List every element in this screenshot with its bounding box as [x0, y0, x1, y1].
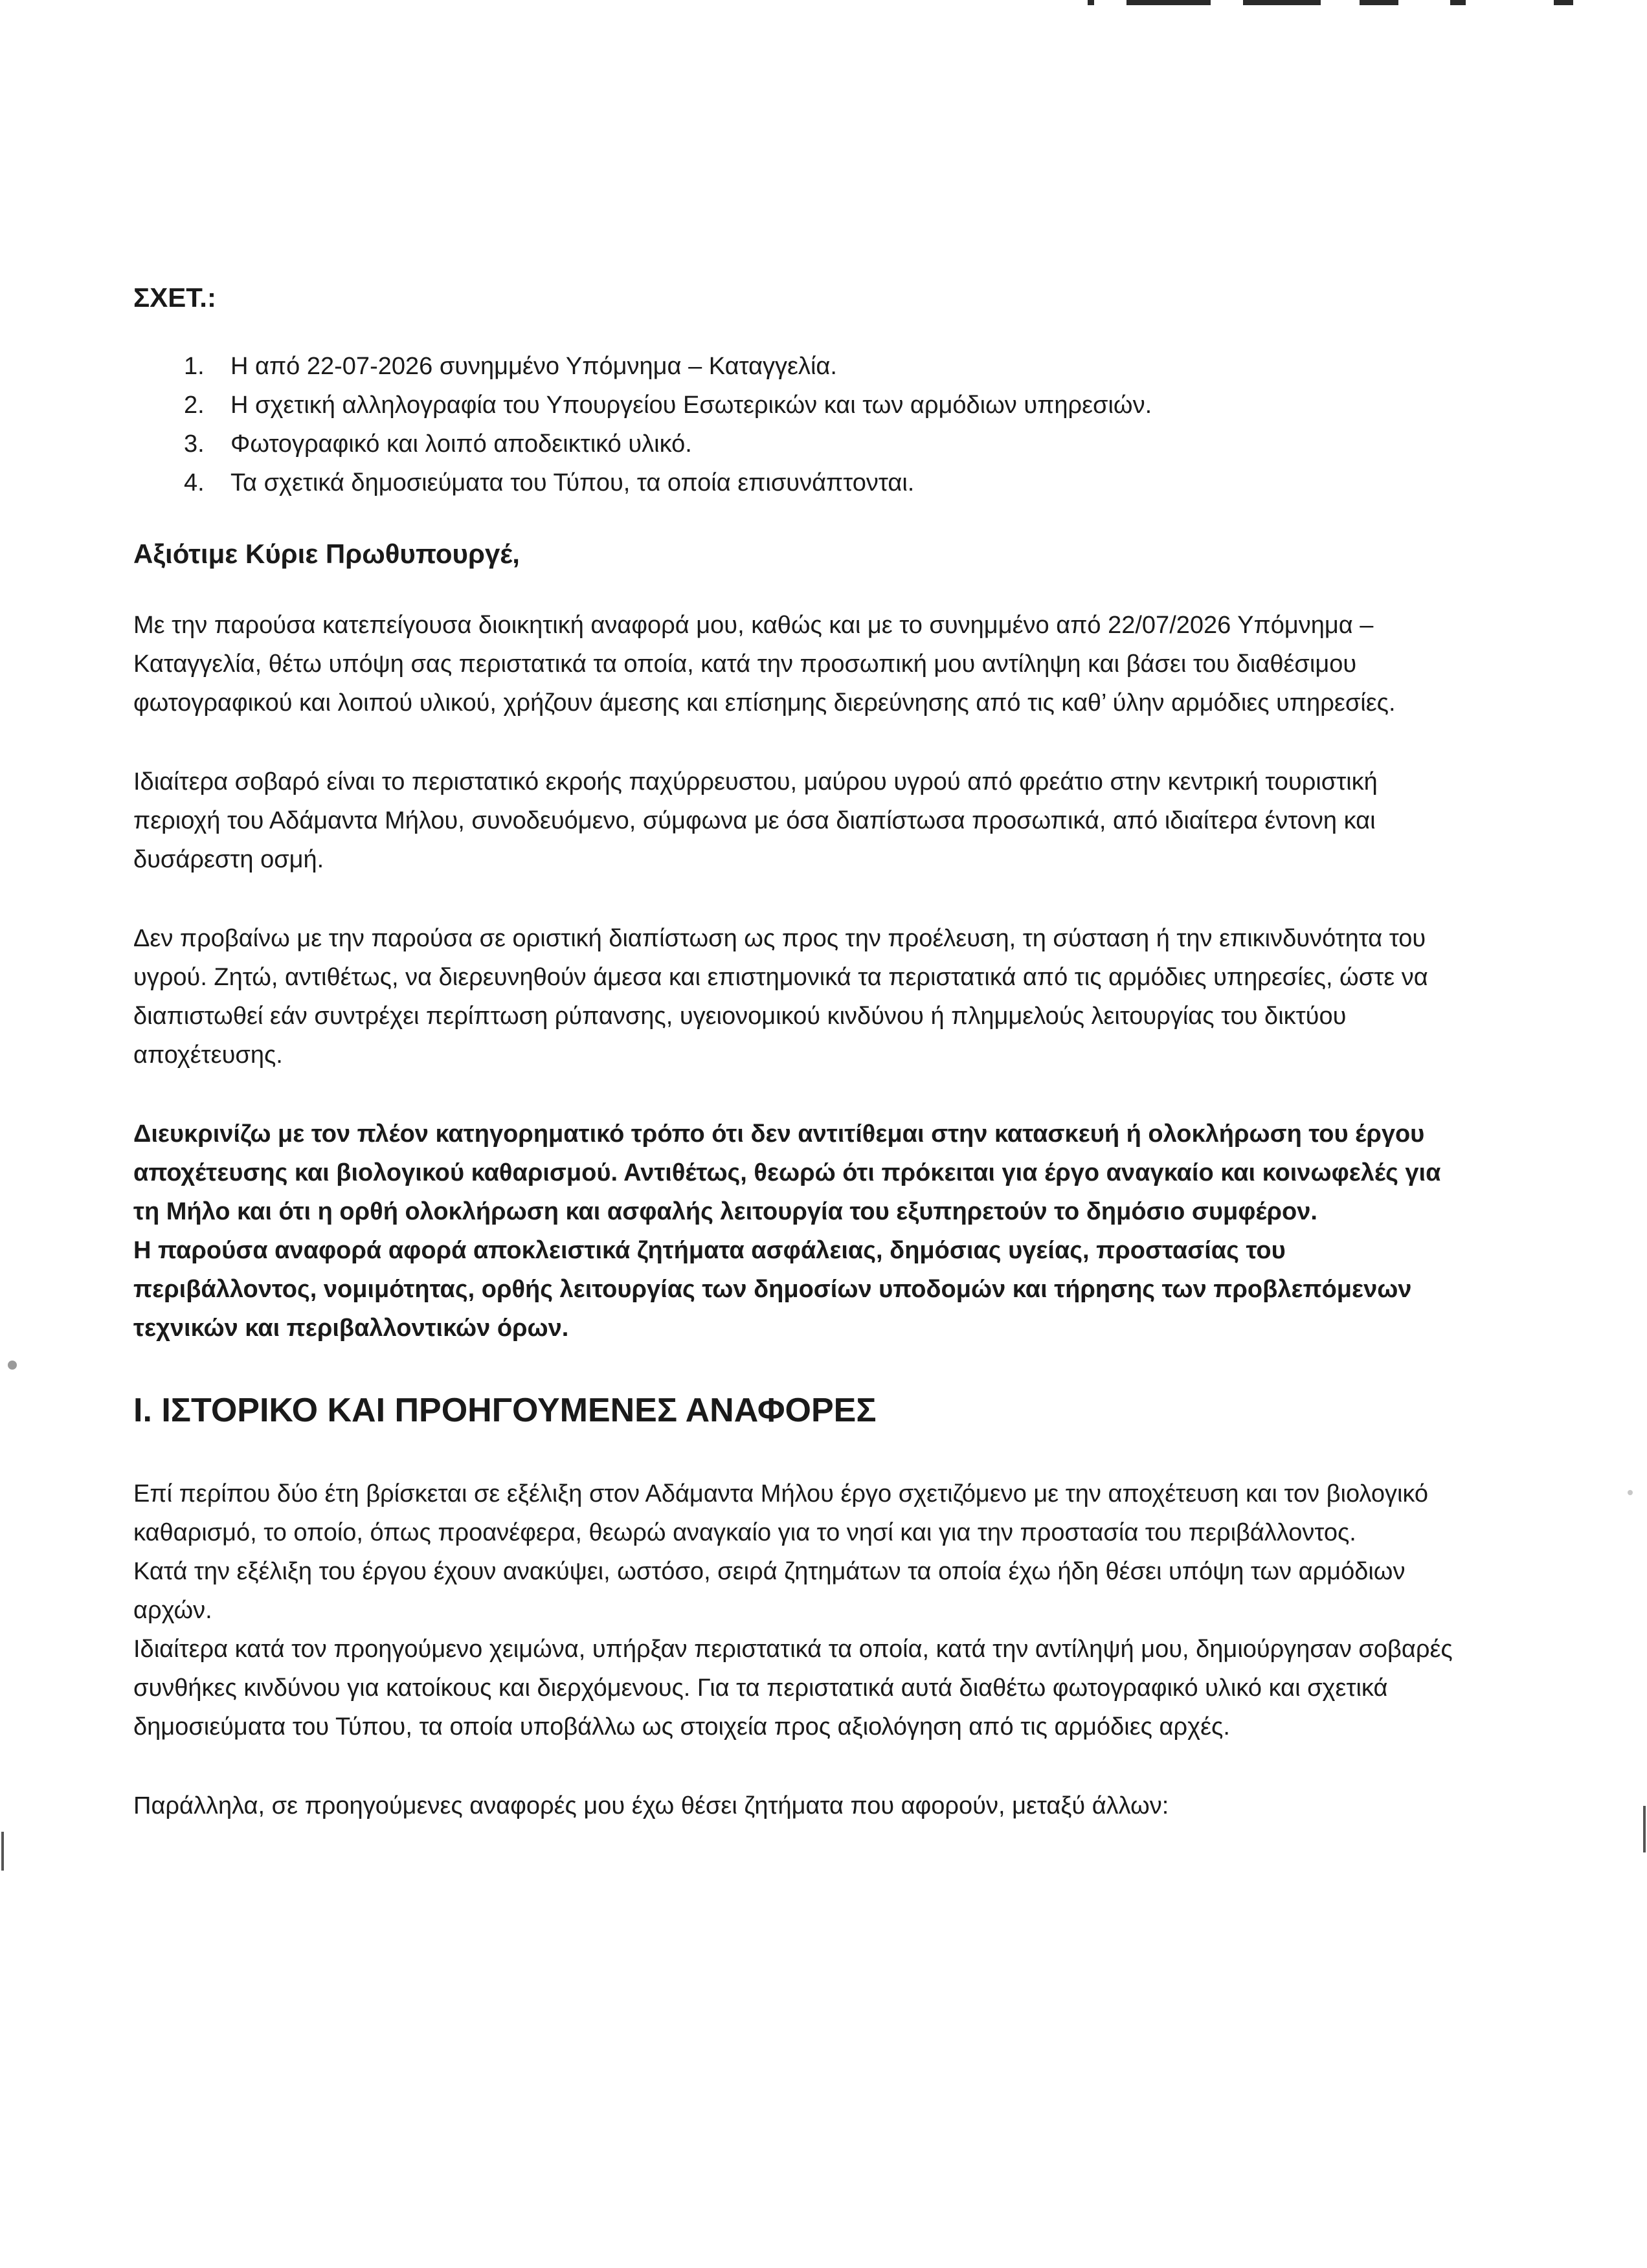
reference-item	[133, 425, 1467, 463]
scan-artifact-dot-right	[1628, 1490, 1633, 1495]
reference-number: 1.	[184, 353, 205, 380]
bold-paragraph: Η παρούσα αναφορά αφορά αποκλειστικά ζητήματα ασφάλειας, δημόσιας υγείας, προστασίας του περιβάλλοντος, νομιμότητας, ορθής λειτουργίας των δημοσίων υποδομών και τήρησης των προβλεπόμενων τεχνικών και περιβαλλοντικών όρων.	[133, 1237, 1412, 1342]
reference-number: 2.	[184, 392, 205, 419]
body-paragraph: Ιδιαίτερα σοβαρό είναι το περιστατικό εκροής παχύρρευστου, μαύρου υγρού από φρεάτιο στην κεντρική τουριστική περιοχή του Αδάμαντα Μήλου, συνοδευόμενο, σύμφωνα με όσα διαπίστωσα προσωπικά, από ιδιαίτερα έντονη και δυσάρεστη οσμή.	[133, 768, 1378, 873]
reference-text: Η σχετική αλληλογραφία του Υπουργείου Εσωτερικών και των αρμόδιων υπηρεσιών.	[230, 392, 1152, 419]
body-paragraph: Δεν προβαίνω με την παρούσα σε οριστική διαπίστωση ως προς την προέλευση, τη σύσταση ή την επικινδυνότητα του υγρού. Ζητώ, αντιθέτως, να διερευνηθούν άμεσα και επιστημονικά τα περιστατικά από τις αρμόδιες υπηρεσίες, ώστε να διαπιστωθεί εάν συντρέχει περίπτωση ρύπανσης, υγειονομικού κινδύνου ή πλημμελούς λειτουργίας του δικτύου αποχέτευσης.	[133, 925, 1428, 1069]
reference-number: 3.	[184, 430, 205, 458]
reference-number: 4.	[184, 469, 205, 496]
scan-artifact-line-right	[1643, 1806, 1646, 1852]
scan-artifact-top	[1088, 0, 1580, 5]
section-paragraph: Ιδιαίτερα κατά τον προηγούμενο χειμώνα, υπήρξαν περιστατικά τα οποία, κατά την αντίληψή μου, δημιούργησαν σοβαρές συνθήκες κινδύνου για κατοίκους και διερχόμενους. Για τα περιστατικά αυτά διαθέτω φωτογραφικό υλικό και σχετικά δημοσιεύματα του Τύπου, τα οποία υποβάλλω ως στοιχεία προς αξιολόγηση από τις αρμόδιες αρχές.	[133, 1636, 1453, 1740]
references-heading: ΣΧΕΤ.:	[133, 282, 216, 313]
reference-text: Η από 22-07-2026 συνημμένο Υπόμνημα – Καταγγελία.	[230, 353, 837, 380]
section-heading: Ι. ΙΣΤΟΡΙΚΟ ΚΑΙ ΠΡΟΗΓΟΥΜΕΝΕΣ ΑΝΑΦΟΡΕΣ	[133, 1392, 877, 1429]
salutation: Αξιότιμε Κύριε Πρωθυπουργέ,	[133, 539, 520, 569]
reference-item	[133, 463, 1467, 502]
letter-body	[133, 278, 1467, 1865]
references-list	[133, 347, 1467, 502]
reference-text: Τα σχετικά δημοσιεύματα του Τύπου, τα οποία επισυνάπτονται.	[230, 469, 915, 496]
section-paragraph: Επί περίπου δύο έτη βρίσκεται σε εξέλιξη στον Αδάμαντα Μήλου έργο σχετιζόμενο με την αποχέτευση και τον βιολογικό καθαρισμό, το οποίο, όπως προανέφερα, θεωρώ αναγκαίο για το νησί και για την προστασία του περιβάλλοντος.	[133, 1480, 1429, 1546]
reference-item	[133, 347, 1467, 386]
section-paragraph: Παράλληλα, σε προηγούμενες αναφορές μου έχω θέσει ζητήματα που αφορούν, μεταξύ άλλων:	[133, 1792, 1169, 1819]
scan-artifact-dot	[8, 1361, 17, 1370]
reference-text: Φωτογραφικό και λοιπό αποδεικτικό υλικό.	[230, 430, 692, 458]
reference-item	[133, 386, 1467, 425]
body-paragraph: Με την παρούσα κατεπείγουσα διοικητική αναφορά μου, καθώς και με το συνημμένο από 22/07/2026 Υπόμνημα – Καταγγελία, θέτω υπόψη σας περιστατικά τα οποία, κατά την προσωπική μου αντίληψη και βάσει του διαθέσιμου φωτογραφικού και λοιπού υλικού, χρήζουν άμεσης και επίσημης διερεύνησης από τις καθ’ ύλην αρμόδιες υπηρεσίες.	[133, 612, 1396, 717]
bold-paragraph: Διευκρινίζω με τον πλέον κατηγορηματικό τρόπο ότι δεν αντιτίθεμαι στην κατασκευή ή ολοκλήρωση του έργου αποχέτευσης και βιολογικού καθαρισμού. Αντιθέτως, θεωρώ ότι πρόκειται για έργο αναγκαίο και κοινωφελές για τη Μήλο και ότι η ορθή ολοκλήρωση και ασφαλής λειτουργία του εξυπηρετούν το δημόσιο συμφέρον.	[133, 1120, 1441, 1225]
section-paragraph: Κατά την εξέλιξη του έργου έχουν ανακύψει, ωστόσο, σειρά ζητημάτων τα οποία έχω ήδη θέσει υπόψη των αρμόδιων αρχών.	[133, 1558, 1406, 1624]
scan-artifact-line-left	[1, 1832, 4, 1871]
